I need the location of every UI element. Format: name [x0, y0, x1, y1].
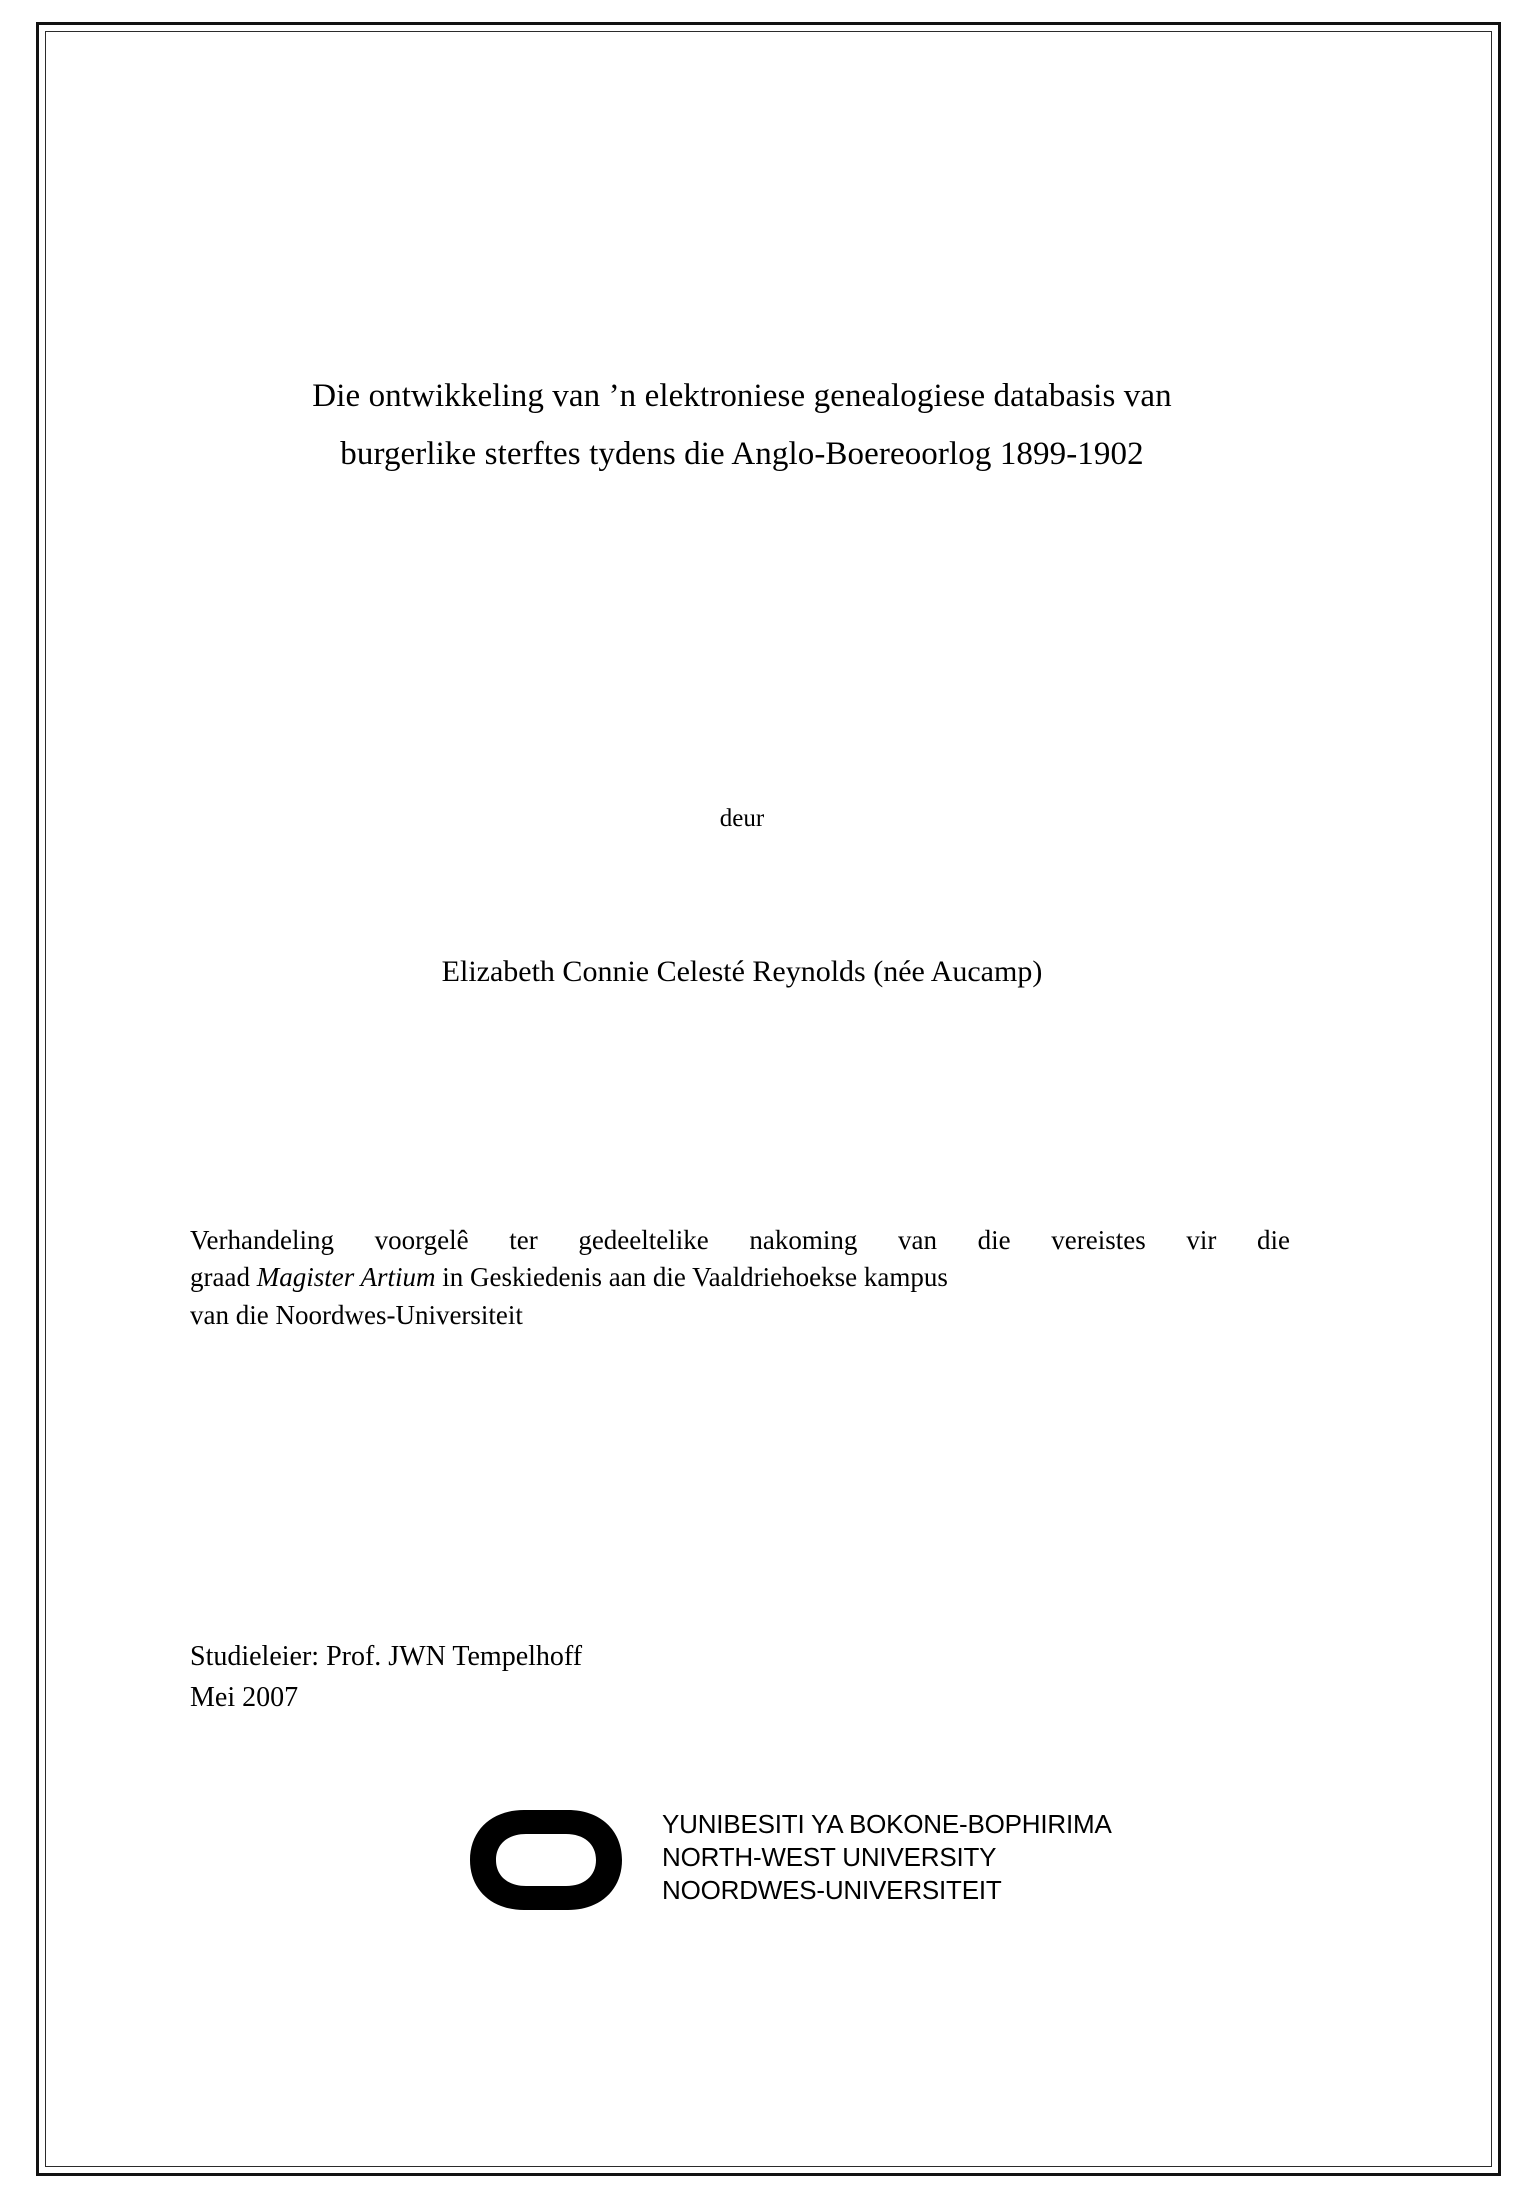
- degree-statement-line-2: [190, 1259, 1290, 1296]
- title-page-content: [152, 0, 1332, 2206]
- title-line-2: burgerlike sterftes tydens die Anglo-Boereoorlog 1899-1902: [340, 435, 1144, 472]
- logo-text-line-1: YUNIBESITI YA BOKONE-BOPHIRIMA: [662, 1809, 1112, 1839]
- by-label: deur: [719, 805, 765, 832]
- university-logo: [462, 1800, 1222, 1920]
- university-logo-text: [662, 1808, 1112, 1906]
- degree-statement-line-2-pre: graad: [190, 1262, 257, 1293]
- supervisor-line: Studieleier: Prof. JWN Tempelhoff: [190, 1641, 583, 1672]
- degree-statement-line-3: van die Noordwes-Universiteit: [190, 1299, 523, 1330]
- degree-name-italic: Magister Artium: [256, 1262, 436, 1293]
- north-west-university-logo-icon: [462, 1806, 652, 1914]
- logo-text-line-3: NOORDWES-UNIVERSITEIT: [662, 1874, 1002, 1905]
- supervisor-block: [190, 1637, 1190, 1718]
- author-name: Elizabeth Connie Celesté Reynolds (née Aucamp): [441, 955, 1043, 988]
- degree-statement-line-2-post: in Geskiedenis aan die Vaaldriehoekse kampus: [435, 1262, 948, 1293]
- page-title: [180, 368, 1304, 484]
- degree-statement: [190, 1222, 1290, 1334]
- degree-statement-line-1: Verhandeling voorgelê ter gedeeltelike nakoming van die vereistes vir die: [190, 1225, 1290, 1255]
- date-line: Mei 2007: [190, 1681, 299, 1713]
- title-line-1: Die ontwikkeling van ’n elektroniese genealogiese databasis van: [312, 378, 1172, 414]
- logo-text-line-2: NORTH-WEST UNIVERSITY: [662, 1841, 997, 1872]
